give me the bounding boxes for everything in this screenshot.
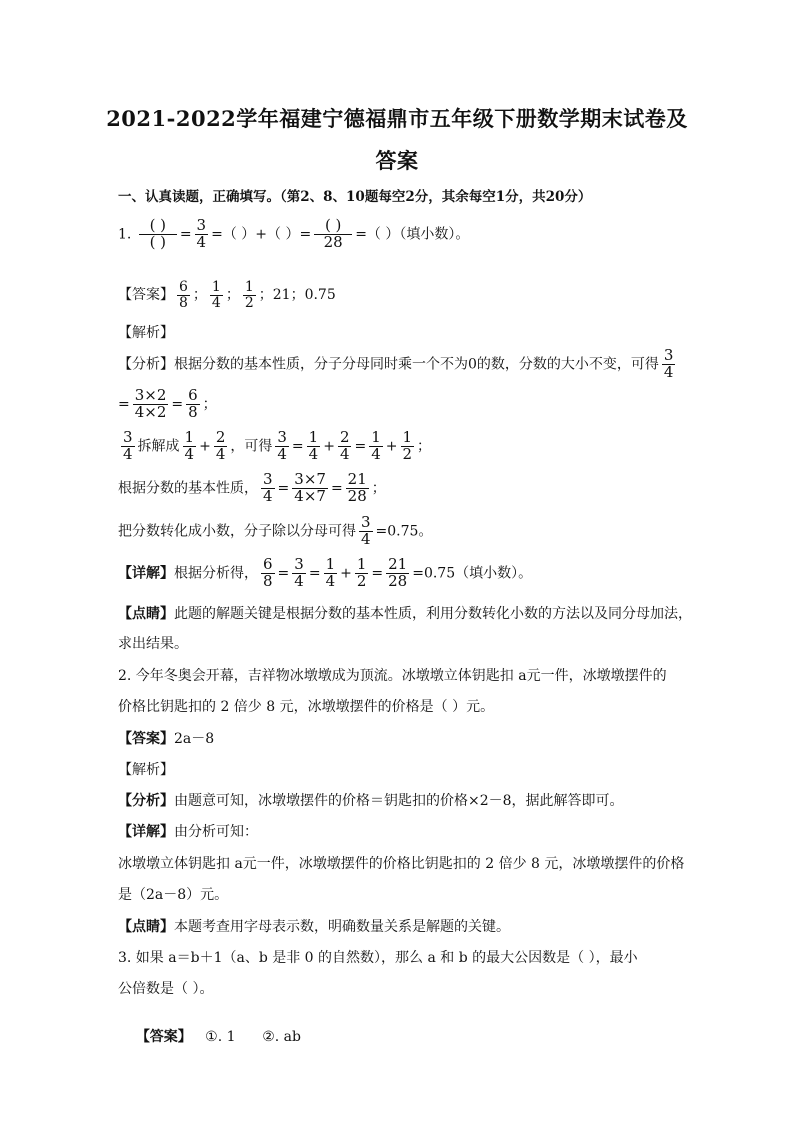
question-3-line1: 3. 如果 a＝b＋1（a、b 是非 0 的自然数），那么 a 和 b 的最大公因数是（ ），最小 (118, 950, 638, 966)
fraction: $\frac{3}{4}$ (263, 470, 273, 505)
fraction: $\frac{1}{4}$ (308, 428, 319, 463)
fraction: $\frac{1}{4}$ (325, 555, 336, 590)
detail-1: 【详解】根据分析得， $\frac{6}{8}$ = $\frac{3}{4}$ = $\frac{1}{4}$ + $\frac{1}{2}$ = $\frac{21}{28}$ =0.75（填小数）。 (118, 555, 533, 590)
fraction: $\frac{6}{8}$ (263, 555, 273, 590)
answer-label: 【答案】 (118, 287, 174, 304)
fraction: $\frac{6}{8}$ (179, 279, 188, 311)
detail-2-line1: 冰墩墩立体钥匙扣 a元一件，冰墩墩摆件的价格比钥匙扣的 2 倍少 8 元，冰墩墩摆件的价格 (118, 856, 685, 872)
fraction-blank: $\frac{( )}{28}$ (314, 218, 352, 251)
answer-2: 【答案】2a－8 (118, 731, 215, 747)
fraction: $\frac{3}{4}$ (196, 216, 207, 251)
fraction: $\frac{3\times 2}{4\times 2}$ (134, 386, 167, 421)
fraction: $\frac{3\times 7}{4\times 7}$ (294, 470, 326, 505)
fraction: $\frac{21}{28}$ (347, 470, 367, 505)
fraction: $\frac{1}{2}$ (402, 428, 413, 463)
remark-1-line1: 【点睛】此题的解题关键是根据分数的基本性质，利用分数转化小数的方法以及同分母加法， (118, 606, 692, 622)
analysis-2: 【分析】由题意可知，冰墩墩摆件的价格＝钥匙扣的价格×2－8，据此解答即可。 (118, 793, 624, 809)
analysis-label: 【解析】 (118, 325, 174, 341)
fraction: $\frac{1}{4}$ (184, 428, 195, 463)
fraction: $\frac{6}{8}$ (188, 386, 198, 421)
fraction: $\frac{21}{28}$ (388, 555, 408, 590)
fraction: $\frac{3}{4}$ (663, 346, 674, 381)
fraction: $\frac{1}{4}$ (211, 279, 221, 311)
detail-2-label: 【详解】由分析可知： (118, 824, 258, 840)
document-title-line2: 答案 (375, 148, 419, 173)
analysis-line-1: 【分析】根据分数的基本性质，分子分母同时乘一个不为0的数，分数的大小不变，可得 $\frac{3}{4}$ (118, 346, 674, 381)
fraction-blank: $\frac{( )}{( )}$ (139, 218, 177, 251)
fraction: $\frac{2}{4}$ (339, 428, 350, 463)
question-1: 1. $\frac{( )}{( )}$ = $\frac{3}{4}$ =（ ）+（ ）= $\frac{( )}{28}$ =（ ）（填小数）。 (118, 216, 470, 251)
answer-1: 【答案】 $\frac{6}{8}$ ； $\frac{1}{4}$ ； $\frac{1}{2}$ ；21；0.75 (118, 279, 336, 311)
question-2-line1: 2. 今年冬奥会开幕，吉祥物冰墩墩成为顶流。冰墩墩立体钥匙扣 a元一件，冰墩墩摆件的 (118, 668, 667, 684)
answer-3: 【答案】 ①. 1 ②. ab (135, 1029, 301, 1045)
question-number: 1. (118, 226, 132, 243)
analysis-line-3: $\frac{3}{4}$ 拆解成 $\frac{1}{4}$ + $\frac{2}{4}$ ，可得 $\frac{3}{4}$ = $\frac{1}{4}$ + $\frac{2}{4}$ = $\frac{1}{4}$ + $\frac{1}{2}$ ； (123, 428, 432, 463)
question-3-line2: 公倍数是（ ）。 (118, 981, 214, 997)
analysis-line-4: 根据分数的基本性质， $\frac{3}{4}$ = $\frac{3\times 7}{4\times 7}$ = $\frac{21}{28}$ ； (118, 470, 386, 505)
detail-2-line2: 是（2a－8）元。 (118, 887, 229, 903)
fraction: $\frac{3}{4}$ (294, 555, 304, 590)
remark-2: 【点睛】本题考查用字母表示数，明确数量关系是解题的关键。 (118, 919, 510, 935)
fraction: $\frac{1}{4}$ (371, 428, 381, 463)
analysis-line-2: = $\frac{3\times 2}{4\times 2}$ = $\frac{6}{8}$ ； (118, 386, 217, 421)
fraction: $\frac{3}{4}$ (123, 428, 133, 463)
fraction: $\frac{2}{4}$ (215, 428, 226, 463)
fraction: $\frac{1}{2}$ (356, 555, 367, 590)
fraction: $\frac{3}{4}$ (277, 428, 287, 463)
analysis-label-2: 【解析】 (118, 762, 174, 778)
analysis-line-5: 把分数转化成小数，分子除以分母可得 $\frac{3}{4}$ =0.75。 (118, 513, 433, 548)
question-2-line2: 价格比钥匙扣的 2 倍少 8 元，冰墩墩摆件的价格是（ ）元。 (118, 699, 495, 715)
document-title-line1: 2021-2022学年福建宁德福鼎市五年级下册数学期末试卷及 (106, 106, 688, 131)
remark-1-line2: 求出结果。 (118, 636, 188, 652)
fraction: $\frac{3}{4}$ (361, 513, 371, 548)
section-heading: 一、认真读题，正确填写。（第2、8、10题每空2分，其余每空1分，共20分） (118, 189, 592, 205)
fraction: $\frac{1}{2}$ (244, 279, 254, 311)
